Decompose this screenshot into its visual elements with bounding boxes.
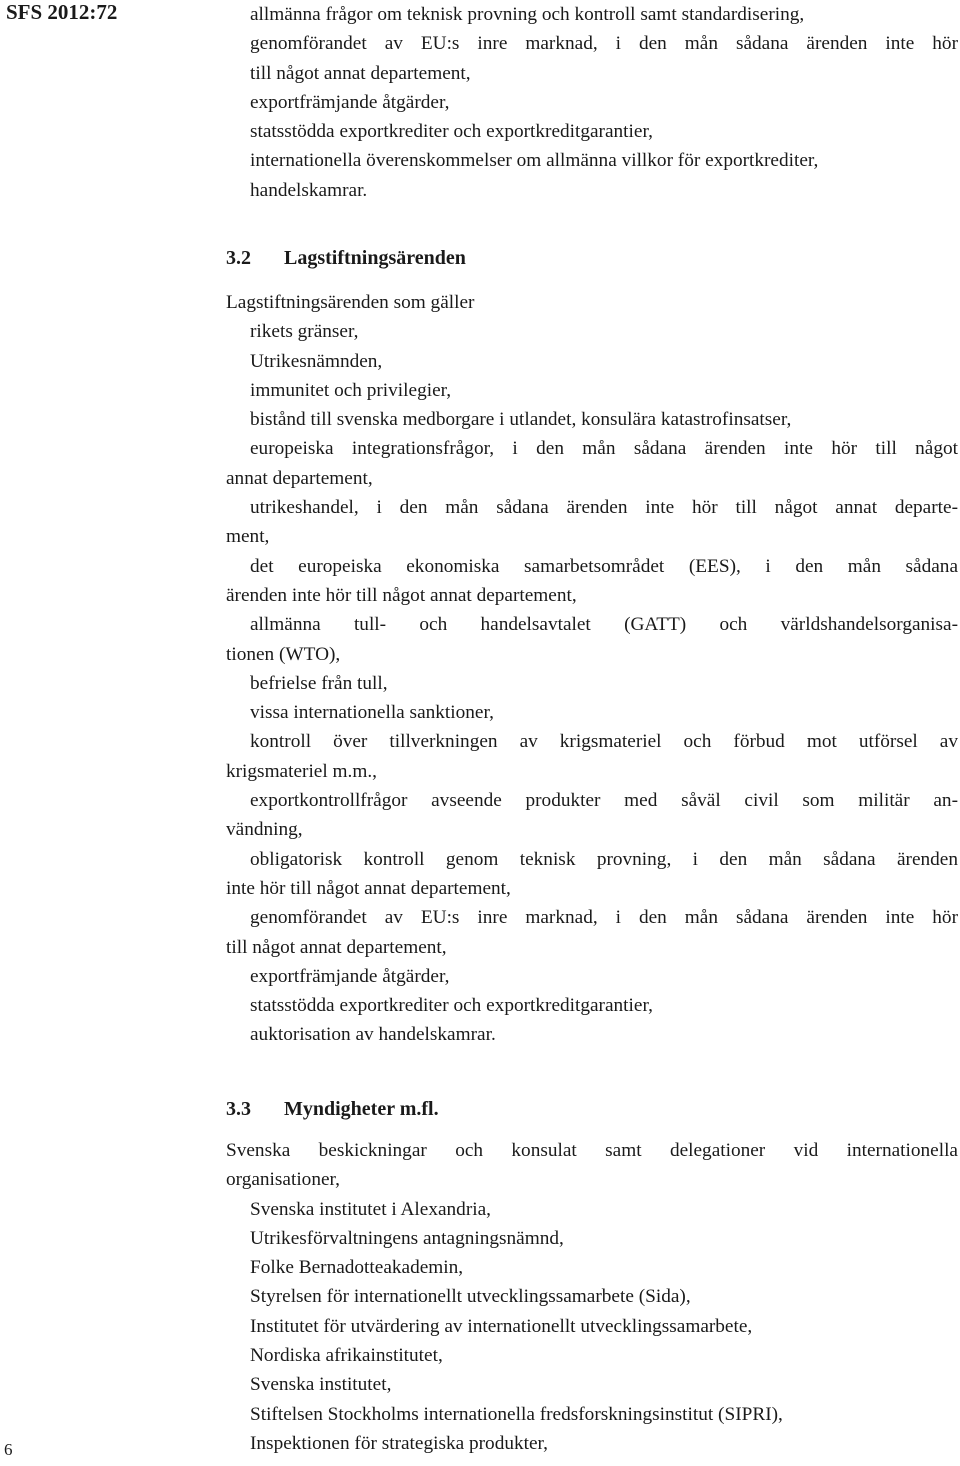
text-line: inte hör till något annat departement, xyxy=(226,877,511,899)
text-line: Styrelsen för internationellt utvecklingssamarbete (Sida), xyxy=(250,1286,691,1308)
text-line: ärenden inte hör till något annat departement, xyxy=(226,584,577,606)
text-line: allmänna tull- och handelsavtalet (GATT) och världshandelsorganisa- xyxy=(250,614,958,636)
text-line: statsstödda exportkrediter och exportkreditgarantier, xyxy=(250,995,653,1017)
text-line: organisationer, xyxy=(226,1169,340,1191)
section-number: 3.3 xyxy=(226,1098,251,1120)
text-line: immunitet och privilegier, xyxy=(250,379,452,401)
text-line: obligatorisk kontroll genom teknisk provning, i den mån sådana ärenden xyxy=(250,848,958,870)
text-line: Institutet för utvärdering av internationellt utvecklingssamarbete, xyxy=(250,1315,753,1337)
text-line: Utrikesförvaltningens antagningsnämnd, xyxy=(250,1227,564,1249)
section-heading-3-2 xyxy=(226,244,466,273)
text-line: tionen (WTO), xyxy=(226,643,341,665)
text-line: allmänna frågor om teknisk provning och kontroll samt standardisering, xyxy=(250,4,805,25)
text-line: utrikeshandel, i den mån sådana ärenden inte hör till något annat departe- xyxy=(250,497,958,519)
text-line: Stiftelsen Stockholms internationella fredsforskningsinstitut (SIPRI), xyxy=(250,1403,783,1425)
intro-list xyxy=(226,0,958,205)
text-line: Folke Bernadotteakademin, xyxy=(250,1257,464,1279)
text-line: Inspektionen för strategiska produkter, xyxy=(250,1432,549,1454)
text-line: europeiska integrationsfrågor, i den mån sådana ärenden inte hör till något xyxy=(250,438,958,460)
text-line: till något annat departement, xyxy=(226,936,447,958)
text-line: krigsmateriel m.m., xyxy=(226,760,378,782)
text-line: Svenska beskickningar och konsulat samt delegationer vid internationella xyxy=(226,1140,958,1161)
text-line: det europeiska ekonomiska samarbetsområdet (EES), i den mån sådana xyxy=(250,555,958,577)
lagstiftning-list xyxy=(226,288,958,1050)
text-line: vändning, xyxy=(226,819,303,841)
text-line: till något annat departement, xyxy=(250,62,471,84)
text-line: statsstödda exportkrediter och exportkreditgarantier, xyxy=(250,121,653,143)
document-reference: SFS 2012:72 xyxy=(6,0,118,24)
text-line: bistånd till svenska medborgare i utlandet, konsulära katastrofinsatser, xyxy=(250,409,792,431)
text-line: Nordiska afrikainstitutet, xyxy=(250,1345,443,1367)
myndigheter-list xyxy=(226,1136,958,1458)
section-title: Myndigheter m.fl. xyxy=(284,1098,439,1120)
text-line: vissa internationella sanktioner, xyxy=(250,702,494,724)
section-number: 3.2 xyxy=(226,247,251,269)
text-line: exportfrämjande åtgärder, xyxy=(250,91,450,113)
text-line: Utrikesnämnden, xyxy=(250,350,383,372)
text-line: befrielse från tull, xyxy=(250,672,388,694)
text-line: handelskamrar. xyxy=(250,179,368,201)
text-line: annat departement, xyxy=(226,467,373,489)
text-line: genomförandet av EU:s inre marknad, i den mån sådana ärenden inte hör xyxy=(250,33,958,55)
page-number: 6 xyxy=(4,1440,13,1459)
text-line: genomförandet av EU:s inre marknad, i den mån sådana ärenden inte hör xyxy=(250,907,958,929)
text-line: internationella överenskommelser om allmänna villkor för exportkrediter, xyxy=(250,150,819,172)
text-line: Svenska institutet i Alexandria, xyxy=(250,1198,491,1220)
text-line: exportfrämjande åtgärder, xyxy=(250,965,450,987)
text-line: kontroll över tillverkningen av krigsmateriel och förbud mot utförsel av xyxy=(250,731,958,753)
text-line: rikets gränser, xyxy=(250,321,359,343)
text-line: ment, xyxy=(226,526,270,548)
text-line: auktorisation av handelskamrar. xyxy=(250,1024,496,1046)
section-title: Lagstiftningsärenden xyxy=(284,247,466,269)
section-heading-3-3 xyxy=(226,1095,439,1124)
text-line: Lagstiftningsärenden som gäller xyxy=(226,292,475,313)
text-line: exportkontrollfrågor avseende produkter med såväl civil som militär an- xyxy=(250,790,958,812)
text-line: Svenska institutet, xyxy=(250,1374,392,1396)
